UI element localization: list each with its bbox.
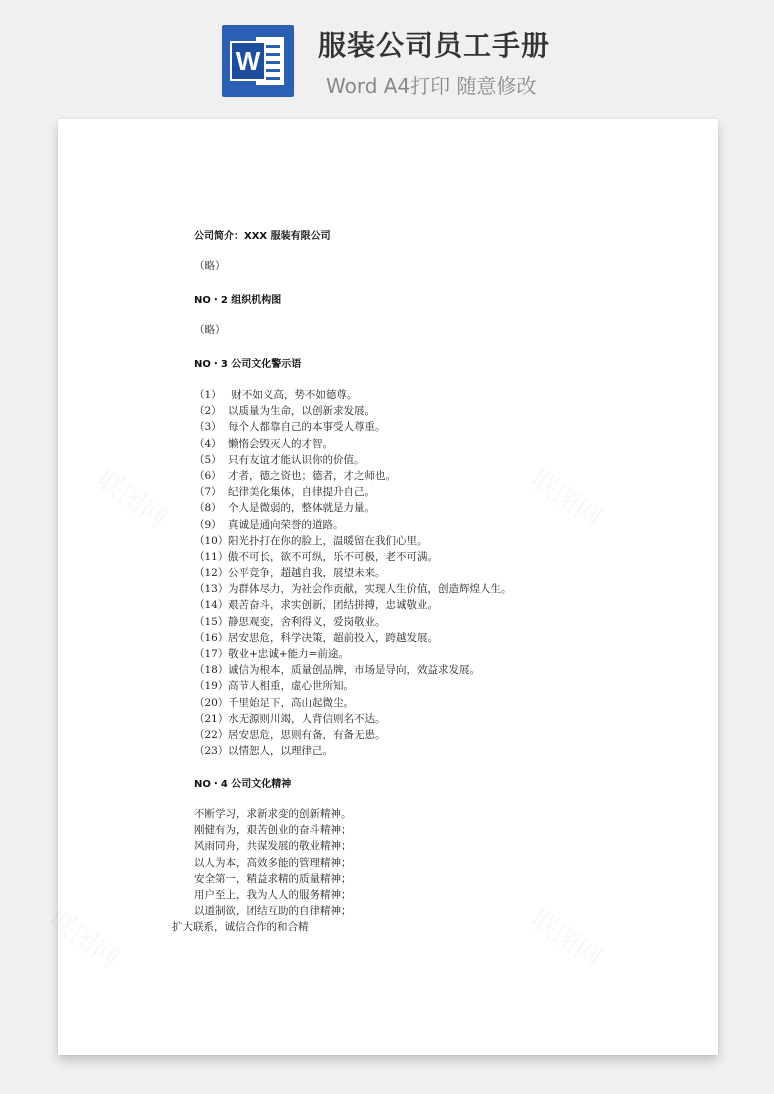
item-number: （13） <box>194 583 229 596</box>
list-item: 安全第一，精益求精的质量精神； <box>194 872 352 885</box>
logo-letter: W <box>230 41 266 81</box>
list-item <box>194 419 512 435</box>
org-chart-heading: NO・2 组织机构图 <box>194 295 282 306</box>
omitted-text: （略） <box>194 324 226 336</box>
item-text: 居安思危，思则有备，有备无患。 <box>228 728 386 741</box>
item-number: （10） <box>194 534 229 547</box>
item-number: （20） <box>194 696 229 709</box>
item-number: （6） <box>194 469 222 482</box>
item-text: 才者，德之资也；德者，才之师也。 <box>228 469 396 482</box>
item-text: 高节人相重，虚心世所知。 <box>228 680 354 693</box>
item-text: 诚信为根本，质量创品牌，市场是导向，效益求发展。 <box>228 664 480 677</box>
item-number: （17） <box>194 648 229 660</box>
item-text: 以情恕人，以理律己。 <box>228 745 333 758</box>
item-text: 艰苦奋斗，求实创新，团结拼搏，忠诚敬业。 <box>228 599 438 612</box>
item-text: 真诚是通向荣誉的道路。 <box>228 518 344 531</box>
item-text: 敬业+忠诚+能力=前途。 <box>228 648 349 660</box>
list-item <box>194 500 512 516</box>
item-text: 居安思危，科学决策，超前投入，跨越发展。 <box>228 631 438 644</box>
list-item <box>194 695 512 711</box>
item-number: （23） <box>194 745 229 758</box>
watermark <box>524 460 609 535</box>
item-number: （5） <box>194 453 222 466</box>
item-text: 每个人都靠自己的本事受人尊重。 <box>228 421 386 434</box>
item-text: 只有友谊才能认识你的价值。 <box>228 453 365 466</box>
list-item: 以人为本，高效多能的管理精神； <box>194 856 352 869</box>
document-page <box>58 119 718 1055</box>
word-logo-icon <box>222 25 294 97</box>
spirit-list <box>194 806 352 919</box>
motto-list <box>194 387 512 759</box>
list-item <box>194 452 512 468</box>
culture-spirit-heading: NO・4 公司文化精神 <box>194 779 292 790</box>
list-item <box>194 678 512 694</box>
item-number: （7） <box>194 486 222 499</box>
list-item <box>194 630 512 646</box>
item-text: 纪律美化集体，自律提升自己。 <box>228 486 375 499</box>
list-item <box>194 549 512 565</box>
item-text: 阳光扑打在你的脸上，温暖留在我们心里。 <box>228 534 428 547</box>
list-item: 用户至上，我为人人的服务精神； <box>194 888 352 901</box>
item-number: （21） <box>194 712 229 725</box>
list-item <box>194 614 512 630</box>
item-number: （19） <box>194 680 229 693</box>
list-item <box>194 484 512 500</box>
list-item <box>194 517 512 533</box>
list-item <box>194 646 512 662</box>
list-item <box>194 597 512 613</box>
item-text: 以质量为生命，以创新求发展。 <box>228 405 375 418</box>
item-text: 傲不可长，欲不可纵，乐不可极，老不可满。 <box>228 550 438 563</box>
item-number: （18） <box>194 664 229 677</box>
watermark <box>42 900 127 975</box>
list-item: 以道制欲，团结互助的自律精神； <box>194 905 352 918</box>
list-item <box>194 436 512 452</box>
watermark <box>90 460 175 535</box>
item-number: （8） <box>194 502 222 515</box>
item-number: （16） <box>194 631 229 644</box>
spirit-last-line: 扩大联系，诚信合作的和合精 <box>172 921 309 933</box>
item-number: （22） <box>194 728 229 741</box>
item-text: 懒惰会毁灭人的才智。 <box>228 437 333 450</box>
watermark <box>524 900 609 975</box>
item-text: 千里始足下，高山起微尘。 <box>228 696 354 709</box>
list-item <box>194 387 512 403</box>
item-number: （14） <box>194 599 229 612</box>
list-item <box>194 727 512 743</box>
header <box>0 0 774 110</box>
list-item <box>194 533 512 549</box>
omitted-text: （略） <box>194 260 226 272</box>
list-item: 不断学习，求新求变的创新精神。 <box>194 808 352 820</box>
item-number: （11） <box>194 550 229 563</box>
item-text: 个人是微弱的，整体就是力量。 <box>228 502 375 515</box>
list-item <box>194 711 512 727</box>
list-item <box>194 468 512 484</box>
item-number: （1） <box>194 389 222 401</box>
list-item <box>194 565 512 581</box>
item-number: （4） <box>194 437 222 450</box>
culture-motto-heading: NO・3 公司文化警示语 <box>194 359 302 370</box>
item-text: 水无源则川竭，人背信则名不达。 <box>228 712 386 725</box>
page-title: 服装公司员工手册 <box>318 29 551 62</box>
page-subtitle: Word A4打印 随意修改 <box>326 74 537 98</box>
item-text: 为群体尽力，为社会作贡献，实现人生价值，创造辉煌人生。 <box>228 583 512 596</box>
list-item <box>194 403 512 419</box>
item-text: 静思观变，舍利得义，爱岗敬业。 <box>228 615 386 628</box>
company-intro-heading: 公司简介：XXX 服装有限公司 <box>194 231 331 242</box>
item-text: 财不如义高，势不如德尊。 <box>228 389 358 401</box>
list-item: 风雨同舟，共谋发展的敬业精神； <box>194 840 352 853</box>
item-number: （2） <box>194 405 222 418</box>
list-item <box>194 743 512 759</box>
item-number: （9） <box>194 518 222 531</box>
list-item: 刚健有为，艰苦创业的奋斗精神； <box>194 824 352 837</box>
list-item <box>194 662 512 678</box>
item-number: （3） <box>194 421 222 434</box>
list-item <box>194 581 512 597</box>
item-text: 公平竞争，超越自我，展望未来。 <box>228 567 386 580</box>
item-number: （15） <box>194 615 229 628</box>
item-number: （12） <box>194 567 229 580</box>
